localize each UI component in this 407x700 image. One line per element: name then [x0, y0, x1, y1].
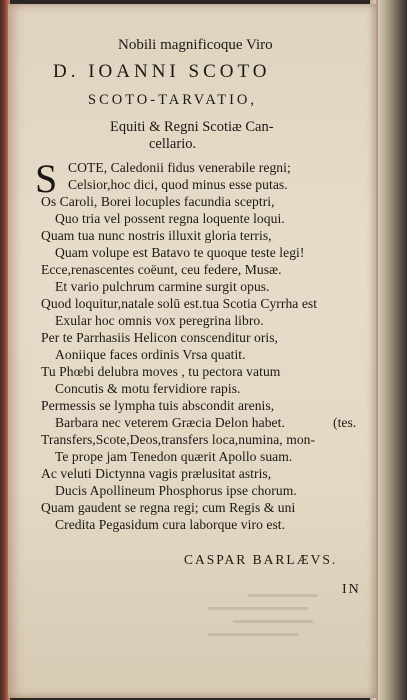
poem-line: Tu Phœbi delubra moves , tu pectora vatum: [41, 364, 281, 379]
poem-line: Ac veluti Dictynna vagis prælusitat astris,: [41, 466, 272, 481]
poem-turnover: (tes.: [333, 415, 357, 430]
poem-line: Celsior,hoc dici, quod minus esse putas.: [68, 177, 288, 192]
poem-line: Quam volupe est Batavo te quoque teste legi!: [55, 245, 305, 260]
dedicatee-surname: SCOTO-TARVATIO,: [88, 92, 258, 108]
poem-line: Barbara nec veterem Græcia Delon habet.: [55, 415, 285, 430]
poem-line: Et vario pulchrum carmine surgit opus.: [55, 279, 270, 294]
poem-line: Concutis & motu fervidiore rapis.: [55, 381, 241, 396]
dedicatee-title-line-1: Equiti & Regni Scotiæ Can-: [110, 119, 274, 135]
poem-line: Permessis se lympha tuis abscondit arenis,: [41, 398, 275, 413]
poem-line: Credita Pegasidum cura laborque viro est.: [55, 517, 286, 532]
poem-line: Quam gaudent se regna regi; cum Regis & uni: [41, 500, 296, 515]
poem-line: Ecce,renascentes coëunt, ceu federe, Musæ.: [41, 262, 282, 277]
dedicatee-name: D. IOANNI SCOTO: [53, 61, 271, 82]
poem-line: Transfers,Scote,Deos,transfers loca,numina, mon-: [41, 432, 316, 447]
dedication-line: Nobili magnificoque Viro: [118, 37, 273, 53]
show-through-marks: [198, 589, 318, 649]
poem-line: Quam tua nunc nostris illuxit gloria terris,: [41, 228, 272, 243]
dedicatee-title-line-2: cellario.: [149, 136, 197, 152]
catchword: IN: [342, 582, 361, 597]
drop-cap-initial: S: [35, 156, 58, 201]
poem-line: Per te Parrhasiis Helicon conscenditur oris,: [41, 330, 279, 345]
poem-line: COTE, Caledonii fidus venerabile regni;: [68, 160, 291, 175]
poem-line: Exular hoc omnis vox peregrina libro.: [55, 313, 264, 328]
poem-line: Te prope jam Tenedon quærit Apollo suam.: [55, 449, 293, 464]
author-signature: CASPAR BARLÆVS.: [184, 552, 338, 567]
poem-line: Ducis Apollineum Phosphorus ipse chorum.: [55, 483, 297, 498]
poem-line: Os Caroli, Borei locuples facundia sceptri,: [41, 194, 275, 209]
poem-line: Aoniique faces ordinis Vrsa quatit.: [55, 347, 246, 362]
book-page: [8, 4, 376, 698]
show-through-text: [198, 589, 318, 649]
poem-line: Quod loquitur,natale solū est.tua Scotia Cyrrha est: [41, 296, 318, 311]
poem-line: Quo tria vel possent regna loquente loqui.: [55, 211, 285, 226]
